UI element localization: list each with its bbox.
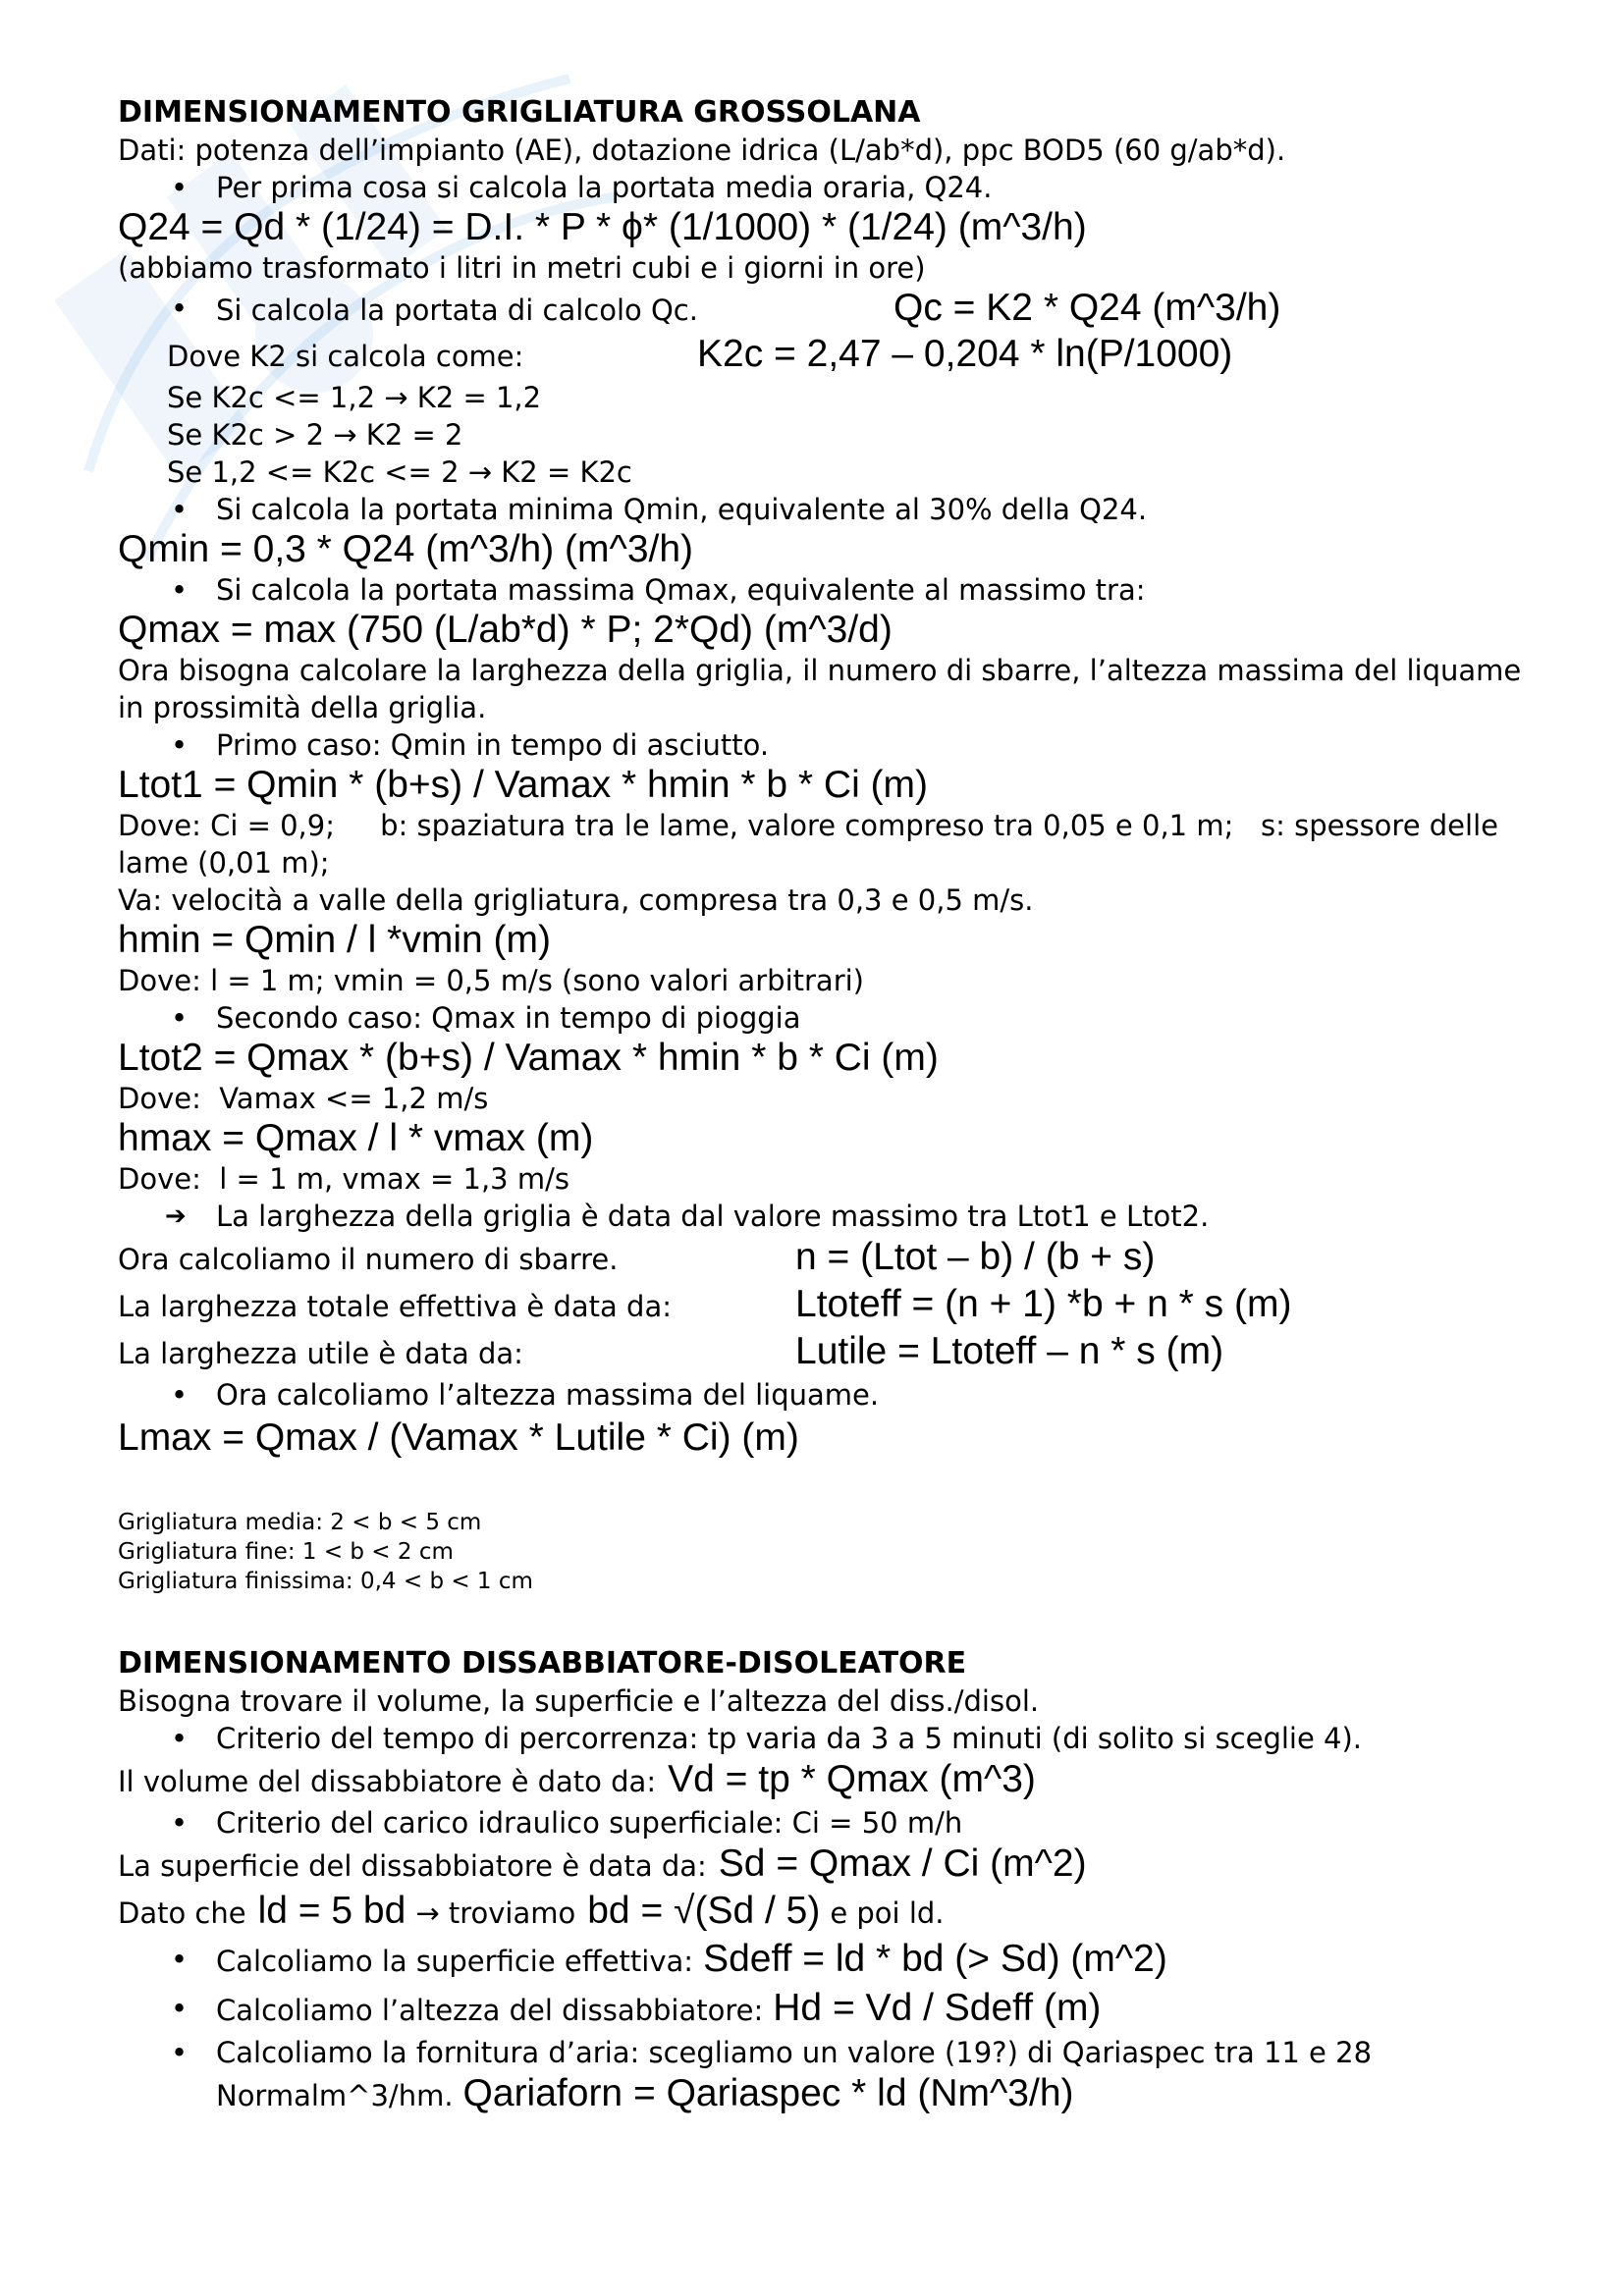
row-superficie-text: La superficie del dissabbiatore è data da: [118, 1849, 707, 1883]
formula-sd: Sd = Qmax / Ci (m^2) [718, 1842, 1087, 1885]
formula-hmin: hmin = Qmin / l *vmin (m) [118, 919, 551, 961]
dove-k2-row [118, 332, 1532, 379]
bullet-tempo-percorrenza: • Criterio del tempo di percorrenza: tp varia da 3 a 5 minuti (di solito si sceglie 4). [118, 1720, 1532, 1757]
bullet-portata-minima: • Si calcola la portata minima Qmin, equivalente al 30% della Q24. [118, 491, 1532, 528]
row-larghezza-utile [118, 1329, 1532, 1376]
row-fornitura-aria [118, 2071, 1532, 2118]
intro-dissabbiatore: Bisogna trovare il volume, la superficie e l’altezza del diss./disol. [118, 1684, 1040, 1718]
poi-ld-text: e poi ld. [830, 1896, 945, 1930]
bullet-fornitura-aria: • Calcoliamo la fornitura d’aria: scegliamo un valore (19?) di Qariaspec tra 11 e 28 [118, 2034, 1532, 2071]
bullet-altezza-massima: • Ora calcoliamo l’altezza massima del liquame. [118, 1376, 1532, 1414]
formula-sdeff: Sdeff = ld * bd (> Sd) (m^2) [703, 1938, 1167, 1980]
row-numero-sbarre [118, 1235, 1532, 1282]
formula-k2c: K2c = 2,47 – 0,204 * ln(P/1000) [697, 333, 1233, 375]
formula-n: n = (Ltot – b) / (b + s) [795, 1236, 1156, 1278]
bullet-altezza-dissabbiatore [118, 1985, 1532, 2034]
section-title-dissabbiatore: DIMENSIONAMENTO DISSABBIATORE-DISOLEATORE [118, 1646, 967, 1681]
bullet-portata-calcolo-text: • Si calcola la portata di calcolo Qc. [216, 294, 698, 327]
row-larghezza-totale [118, 1282, 1532, 1329]
row-larghezza-utile-text: La larghezza utile è data da: [118, 1337, 523, 1370]
formula-hd: Hd = Vd / Sdeff (m) [773, 1987, 1102, 2029]
row-volume-text: Il volume del dissabbiatore è dato da: [118, 1765, 657, 1798]
formula-lmax: Lmax = Qmax / (Vamax * Lutile * Ci) (m) [118, 1416, 799, 1459]
bullet-superficie-effettiva [118, 1936, 1532, 1985]
arrow-larghezza-line: ➔ La larghezza della griglia è data dal valore massimo tra Ltot1 e Ltot2. [118, 1198, 1532, 1235]
bullet-secondo-caso: • Secondo caso: Qmax in tempo di pioggia [118, 999, 1532, 1037]
bullet-primo-caso: • Primo caso: Qmin in tempo di asciutto. [118, 726, 1532, 764]
row-numero-sbarre-text: Ora calcoliamo il numero di sbarre. [118, 1243, 619, 1276]
row-superficie [118, 1842, 1532, 1889]
dove-vmax-line: Dove: l = 1 m, vmax = 1,3 m/s [118, 1162, 569, 1196]
va-line: Va: velocità a valle della grigliatura, compresa tra 0,3 e 0,5 m/s. [118, 883, 1034, 917]
condition-k2-between: Se 1,2 <= K2c <= 2 → K2 = K2c [167, 455, 632, 489]
formula-ld: ld = 5 bd [257, 1890, 406, 1932]
document-content [118, 94, 1532, 2118]
formula-lutile: Lutile = Ltoteff – n * s (m) [795, 1330, 1224, 1372]
normalm-text: Normalm^3/hm. [216, 2079, 454, 2112]
dati-line: Dati: potenza dell’impianto (AE), dotazione idrica (L/ab*d), ppc BOD5 (60 g/ab*d). [118, 133, 1286, 167]
formula-qmin: Qmin = 0,3 * Q24 (m^3/h) (m^3/h) [118, 528, 694, 570]
bullet-superficie-effettiva-text: • Calcoliamo la superficie effettiva: [216, 1945, 694, 1978]
formula-ltot2: Ltot2 = Qmax * (b+s) / Vamax * hmin * b * Ci (m) [118, 1037, 939, 1079]
paragraph-larghezza-griglia: Ora bisogna calcolare la larghezza della griglia, il numero di sbarre, l’altezza massima del liquame in prossimità della griglia. [118, 654, 1522, 724]
formula-qmax: Qmax = max (750 (L/ab*d) * P; 2*Qd) (m^3/d) [118, 609, 893, 651]
row-dato-che [118, 1889, 1532, 1936]
formula-ltot1: Ltot1 = Qmin * (b+s) / Vamax * hmin * b * Ci (m) [118, 764, 929, 806]
dato-che-text: Dato che [118, 1896, 246, 1930]
dove-vmin-line: Dove: l = 1 m; vmin = 0,5 m/s (sono valori arbitrari) [118, 964, 864, 997]
bullet-carico-idraulico: • Criterio del carico idraulico superficiale: Ci = 50 m/h [118, 1804, 1532, 1842]
formula-ltoteff: Ltoteff = (n + 1) *b + n * s (m) [795, 1283, 1292, 1325]
row-larghezza-totale-text: La larghezza totale effettiva è data da: [118, 1290, 672, 1323]
bullet-portata-media: • Per prima cosa si calcola la portata media oraria, Q24. [118, 169, 1532, 206]
section-title-grigliatura: DIMENSIONAMENTO GRIGLIATURA GROSSOLANA [118, 95, 921, 130]
dove-ci-line: Dove: Ci = 0,9; b: spaziatura tra le lame, valore compreso tra 0,05 e 0,1 m; s: spessore delle lame (0,01 m); [118, 809, 1508, 880]
formula-bd: bd = √(Sd / 5) [587, 1890, 821, 1932]
bullet-portata-massima: • Si calcola la portata massima Qmax, equivalente al massimo tra: [118, 571, 1532, 609]
condition-k2-min: Se K2c <= 1,2 → K2 = 1,2 [167, 381, 542, 414]
formula-hmax: hmax = Qmax / l * vmax (m) [118, 1117, 594, 1159]
troviamo-text: → troviamo [415, 1896, 576, 1930]
formula-vd: Vd = tp * Qmax (m^3) [668, 1758, 1036, 1800]
bullet-altezza-dissabbiatore-text: • Calcoliamo l’altezza del dissabbiatore: [216, 1994, 764, 2027]
grigliatura-finissima: Grigliatura finissima: 0,4 < b < 1 cm [118, 1569, 533, 1594]
formula-qc: Qc = K2 * Q24 (m^3/h) [893, 287, 1281, 329]
note-trasformazione: (abbiamo trasformato i litri in metri cubi e i giorni in ore) [118, 251, 926, 285]
row-volume [118, 1757, 1532, 1804]
grigliatura-media: Grigliatura media: 2 < b < 5 cm [118, 1510, 482, 1535]
dove-vamax-line: Dove: Vamax <= 1,2 m/s [118, 1082, 489, 1115]
formula-qariaforn: Qariaforn = Qariaspec * ld (Nm^3/h) [462, 2072, 1074, 2114]
condition-k2-max: Se K2c > 2 → K2 = 2 [167, 418, 463, 452]
grigliatura-fine: Grigliatura fine: 1 < b < 2 cm [118, 1539, 454, 1565]
formula-q24: Q24 = Qd * (1/24) = D.I. * P * ϕ* (1/1000) * (1/24) (m^3/h) [118, 206, 1087, 248]
dove-k2-text: Dove K2 si calcola come: [167, 340, 524, 373]
bullet-portata-calcolo [118, 287, 1532, 332]
